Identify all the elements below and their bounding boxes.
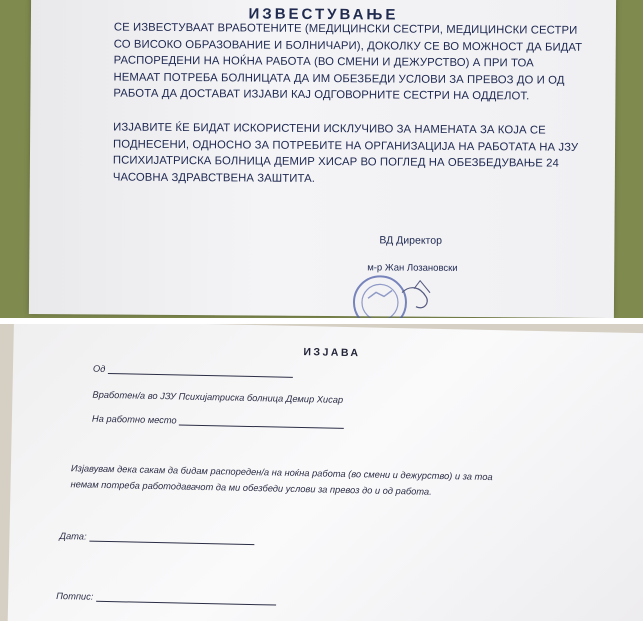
signature-name: м-р Жан Лозановски xyxy=(367,262,458,274)
declaration-line-2: немам потреба работодавачот да ми обезбеди услови за превоз до и од работа. xyxy=(70,479,432,497)
signature-row xyxy=(56,591,276,606)
from-row xyxy=(93,364,293,378)
signature-title: ВД Директор xyxy=(379,234,442,247)
position-row xyxy=(92,414,344,429)
from-label: Од xyxy=(92,363,106,374)
date-field xyxy=(89,541,254,545)
signature-label: Потпис: xyxy=(56,590,94,602)
date-label: Дата: xyxy=(59,531,87,542)
declaration-line-1: Изјавувам дека сакам да бидам распореден/а на ноќна работа (во смени и дежурство) и за тоа xyxy=(70,463,493,483)
position-label: На работно место xyxy=(91,413,177,426)
notice-paragraph-1: СЕ ИЗВЕСТУВААТ ВРАБОТЕНИТЕ (МЕДИЦИНСКИ СЕСТРИ, МЕДИЦИНСКИ СЕСТРИ СО ВИСОКО ОБРАЗОВАНИЕ И БОЛНИЧАРИ), ДОКОЛКУ СЕ ВО МОЖНОСТ ДА БИДАТ РАСПОРЕДЕНИ НА НОЌНА РАБОТА (ВО СМЕНИ И ДЕЖУРСТВО) А ПРИ ТОА НЕМААТ ПОТРЕБА БОЛНИЦАТА ДА ИМ ОБЕЗБЕДИ УСЛОВИ ЗА ПРЕВОЗ ДО И ОД РАБОТА ДА ДОСТАВАТ ИЗЈАВИ КАЈ ОДГОВОРНИТЕ СЕСТРИ НА ОДДЕЛОТ. xyxy=(113,21,583,103)
notice-paragraph-2: ИЗЈАВИТЕ ЌЕ БИДАТ ИСКОРИСТЕНИ ИСКЛУЧИВО ЗА НАМЕНАТА ЗА КОЈА СЕ ПОДНЕСЕНИ, ОДНОСНО ЗА ПОТРЕБИТЕ НА ОРГАНИЗАЦИЈА НА РАБОТАТА НА ЈЗУ ПСИХИЈАТРИСКА БОЛНИЦА ДЕМИР ХИСАР ВО ПОГЛЕД НА ОБЕЗБЕДУВАЊЕ 24 ЧАСОВНА ЗДРАВСТВЕНА ЗАШТИТА. xyxy=(112,121,579,185)
employed-line: Вработен/а во ЈЗУ Психијатриска болница Демир Хисар xyxy=(92,389,344,405)
date-row xyxy=(59,531,254,545)
signature-field xyxy=(96,601,276,606)
statement-title: ИЗЈАВА xyxy=(303,346,361,360)
statement-paper xyxy=(8,324,643,621)
statement-photo xyxy=(0,324,643,621)
from-field xyxy=(108,373,293,378)
notice-title: ИЗВЕСТУВАЊЕ xyxy=(248,5,399,24)
notice-paper xyxy=(29,0,616,318)
position-field xyxy=(179,424,344,428)
